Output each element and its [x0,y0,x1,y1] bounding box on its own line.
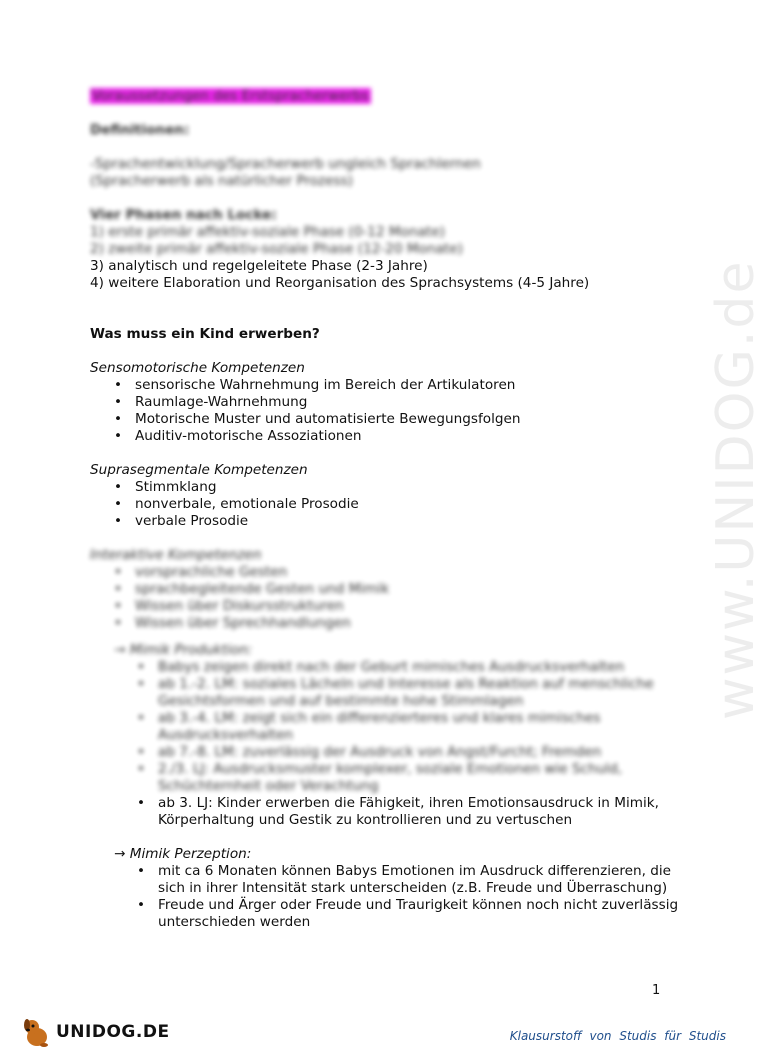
interaktiv-list [90,564,680,632]
phase-line: 2) zweite primär affektiv-soziale Phase (12-20 Monate) [90,241,463,257]
mimik-perzeption-title: Mimik Perzeption: [129,846,252,862]
arrow-icon: → [114,846,126,862]
heading-highlight: Voraussetzungen des Erstspracherwerbs [92,88,369,104]
page-heading [90,88,680,105]
dog-icon [20,1015,54,1049]
list-item: • Auditiv-motorische Assoziationen [90,428,680,445]
list-item: • ab 3.-4. LM: zeigt sich ein differenzierteres und klares mimisches Ausdrucksverhalten [90,710,680,744]
list-item: • ab 1.-2. LM: soziales Lächeln und Interesse als Reaktion auf menschliche Gesichtsformen und auf bestimmte hohe Stimmlagen [90,676,680,710]
list-item: • nonverbale, emotionale Prosodie [90,496,680,513]
list-item: • Motorische Muster und automatisierte Bewegungsfolgen [90,411,680,428]
list-item: • Freude und Ärger oder Freude und Traurigkeit können noch nicht zuverlässig unterschieden werden [90,897,680,931]
mimik-produktion-list [90,659,680,795]
page-number: 1 [652,983,661,998]
list-item: • Babys zeigen direkt nach der Geburt mimisches Ausdrucksverhalten [90,659,680,676]
suprasegmental-title: Suprasegmentale Kompetenzen [90,462,308,478]
watermark: www.UNIDOG.de [706,259,766,720]
definitions-line: (Spracherwerb als natürlicher Prozess) [90,173,353,189]
document-body [90,88,680,931]
phases-title: Vier Phasen nach Locke: [90,207,277,223]
unidog-logo [20,1014,170,1050]
footer-tagline: Klausurstoff von Studis für Studis [509,1029,726,1043]
interaktiv-title: Interaktive Kompetenzen [90,547,262,563]
list-item: • verbale Prosodie [90,513,680,530]
blurred-header-section [90,88,680,258]
list-item: • vorsprachliche Gesten [90,564,680,581]
mimik-perzeption-list [90,863,680,931]
list-item: • Wissen über Sprechhandlungen [90,615,680,632]
definitions-line: -Sprachentwicklung/Spracherwerb ungleich Sprachlernen [90,156,481,172]
mimik-perzeption-heading [90,846,680,863]
phase-line: 3) analytisch und regelgeleitete Phase (2-3 Jahre) [90,258,428,274]
definitions-title: Definitionen: [90,122,190,138]
blurred-middle-section [90,547,680,795]
list-item: • Stimmklang [90,479,680,496]
list-item: • sprachbegleitende Gesten und Mimik [90,581,680,598]
mimik-produktion-title: → Mimik Produktion: [114,642,253,658]
list-item: • ab 3. LJ: Kinder erwerben die Fähigkeit, ihren Emotionsausdruck in Mimik, Körperhaltung und Gestik zu kontrollieren und zu vertuschen [90,795,680,829]
phase-line: 4) weitere Elaboration und Reorganisation des Sprachsystems (4-5 Jahre) [90,275,590,291]
list-item: • ab 7.-8. LM: zuverlässig der Ausdruck von Angst/Furcht; Fremden [90,744,680,761]
list-item: • mit ca 6 Monaten können Babys Emotionen im Ausdruck differenzieren, die sich in ihrer Intensität stark unterscheiden (z.B. Freude und Überraschung) [90,863,680,897]
sensomotor-title: Sensomotorische Kompetenzen [90,360,305,376]
section-question: Was muss ein Kind erwerben? [90,326,320,342]
logo-text: UNIDOG.DE [56,1022,170,1042]
suprasegmental-list [90,479,680,530]
list-item: • 2./3. LJ: Ausdrucksmuster komplexer, soziale Emotionen wie Schuld, Schüchternheit oder Verachtung [90,761,680,795]
sensomotor-list [90,377,680,445]
list-item: • Wissen über Diskursstrukturen [90,598,680,615]
list-item: • Raumlage-Wahrnehmung [90,394,680,411]
mimik-produktion-visible-list [90,795,680,829]
phase-line: 1) erste primär affektiv-soziale Phase (0-12 Monate) [90,224,445,240]
list-item: • sensorische Wahrnehmung im Bereich der Artikulatoren [90,377,680,394]
